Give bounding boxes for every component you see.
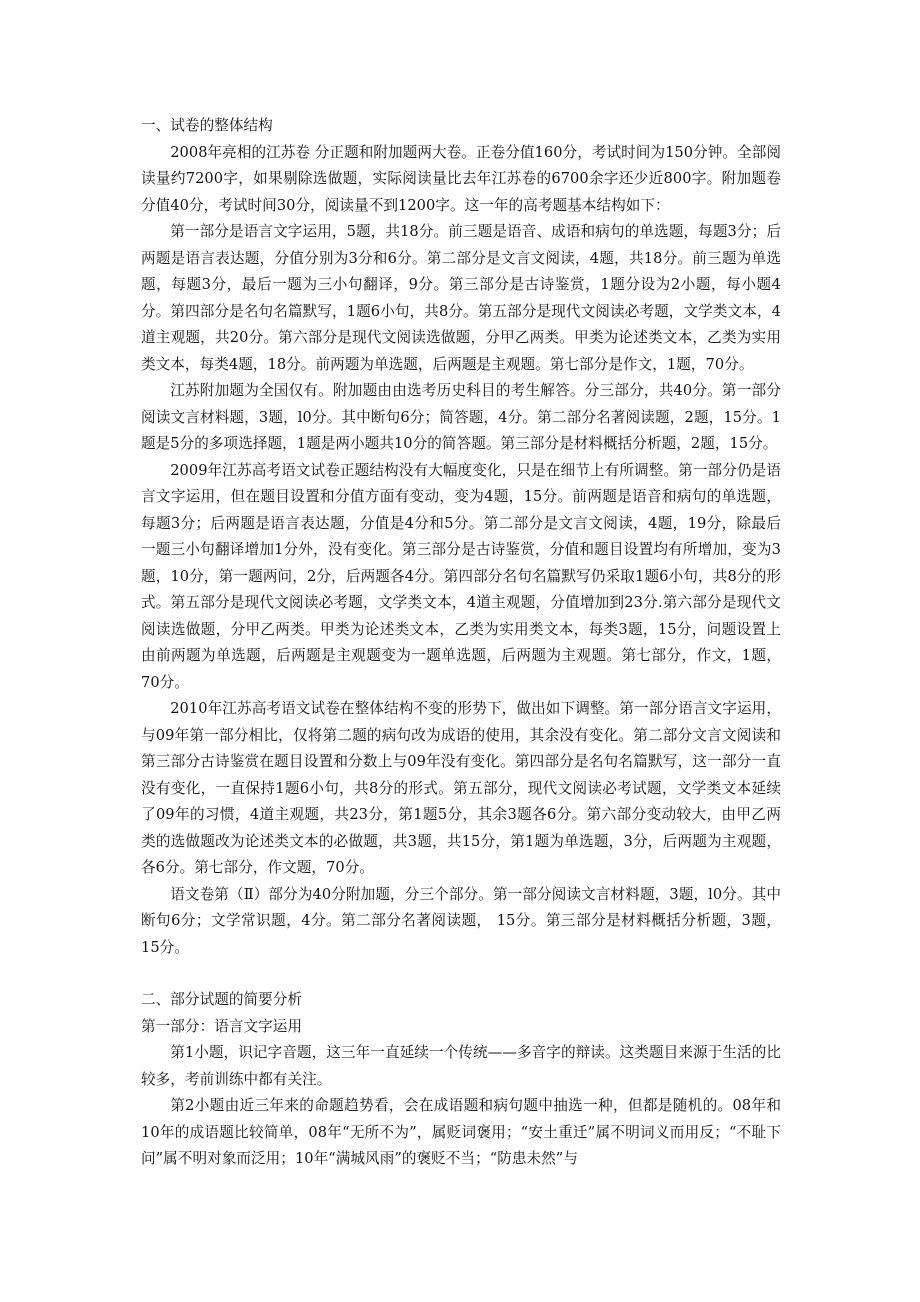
section-1-paragraph-5: 2010年江苏高考语文试卷在整体结构不变的形势下，做出如下调整。第一部分语言文字运用，与09年第一部分相比，仅将第二题的病句改为成语的使用，其余没有变化。第二部分文言文阅读和第三部分古诗鉴赏在题目设置和分数上与09年没有变化。第四部分是名句名篇默写，这一部分一直没有变化，一直保持1题6小句，共8分的形式。第五部分，现代文阅读必考试题，文学类文本延续了09年的习惯，4道主观题，共23分，第1题5分，其余3题各6分。第六部分变动较大，由甲乙两类的选做题改为论述类文本的必做题，共3题，共15分，第1题为单选题，3分，后两题为主观题，各6分。第七部分，作文题，70分。 xyxy=(141,700,781,876)
section-1-title: 一、试卷的整体结构 xyxy=(141,117,273,134)
section-gap xyxy=(141,961,781,987)
section-2-paragraph-1: 第1小题，识记字音题，这三年一直延续一个传统——多音字的辩读。这类题目来源于生活的比较多，考前训练中都有关注。 xyxy=(141,1044,781,1088)
section-1-paragraph-6: 语文卷第（Ⅱ）部分为40分附加题，分三个部分。第一部分阅读文言材料题，3题，l0分。其中断句6分；文学常识题，4分。第二部分名著阅读题， 15分。第三部分是材料概括分析题，3题，15分。 xyxy=(141,885,781,956)
section-2-subtitle: 第一部分：语言文字运用 xyxy=(141,1017,303,1035)
document-page xyxy=(141,113,781,1173)
section-1-paragraph-1: 2008年亮相的江苏卷 分正题和附加题两大卷。正卷分值160分，考试时间为150分钟。全部阅读量约7200字，如果剔除选做题，实际阅读量比去年江苏卷的6700余字还少近800字。附加题卷分值40分，考试时间30分，阅读量不到1200字。这一年的高考题基本结构如下： xyxy=(141,143,781,214)
section-1-paragraph-4: 2009年江苏高考语文试卷正题结构没有大幅度变化，只是在细节上有所调整。第一部分仍是语言文字运用，但在题目设置和分值方面有变动，变为4题，15分。前两题是语音和病句的单选题，每题3分；后两题是语言表达题，分值是4分和5分。第二部分是文言文阅读，4题，19分，除最后一题三小句翻译增加1分外，没有变化。第三部分是古诗鉴赏，分值和题目设置均有所增加，变为3题，10分，第一题两问，2分，后两题各4分。第四部分名句名篇默写仍采取1题6小句，共8分的形式。第五部分是现代文阅读必考题，文学类文本，4道主观题，分值增加到23分.第六部分是现代文阅读选做题，分甲乙两类。甲类为论述类文本，乙类为实用类文本，每类3题，15分，问题设置上由前两题为单选题，后两题是主观题变为一题单选题，后两题为主观题。第七部分，作文，1题，70分。 xyxy=(141,461,781,691)
section-1-paragraph-3: 江苏附加题为全国仅有。附加题由由选考历史科目的考生解答。分三部分，共40分。第一部分阅读文言材料题，3题，l0分。其中断句6分；简答题，4分。第二部分名著阅读题，2题，15分。1题是5分的多项选择题，1题是两小题共10分的简答题。第三部分是材料概括分析题，2题，15分。 xyxy=(141,382,781,452)
section-1-paragraph-2: 第一部分是语言文字运用，5题，共18分。前三题是语音、成语和病句的单选题，每题3分；后两题是语言表达题，分值分别为3分和6分。第二部分是文言文阅读，4题，共18分。前三题为单选题，每题3分，最后一题为三小句翻译，9分。第三部分是古诗鉴赏，1题分设为2小题，每小题4分。第四部分是名句名篇默写，1题6小句，共8分。第五部分是现代文阅读必考题，文学类文本，4道主观题，共20分。第六部分是现代文阅读选做题，分甲乙两类。甲类为论述类文本，乙类为实用类文本，每类4题，18分。前两题为单选题，后两题是主观题。第七部分是作文，1题，70分。 xyxy=(141,223,781,373)
section-2-title: 二、部分试题的简要分析 xyxy=(141,991,303,1008)
section-2-paragraph-2: 第2小题由近三年来的命题趋势看，会在成语题和病句题中抽选一种，但都是随机的。08年和10年的成语题比较简单，08年“无所不为”，属贬词褒用；“安土重迁”属不明词义而用反；“不耻下问”属不明对象而泛用；10年“满城风雨”的褒贬不当；“防患未然”与 xyxy=(141,1097,781,1167)
